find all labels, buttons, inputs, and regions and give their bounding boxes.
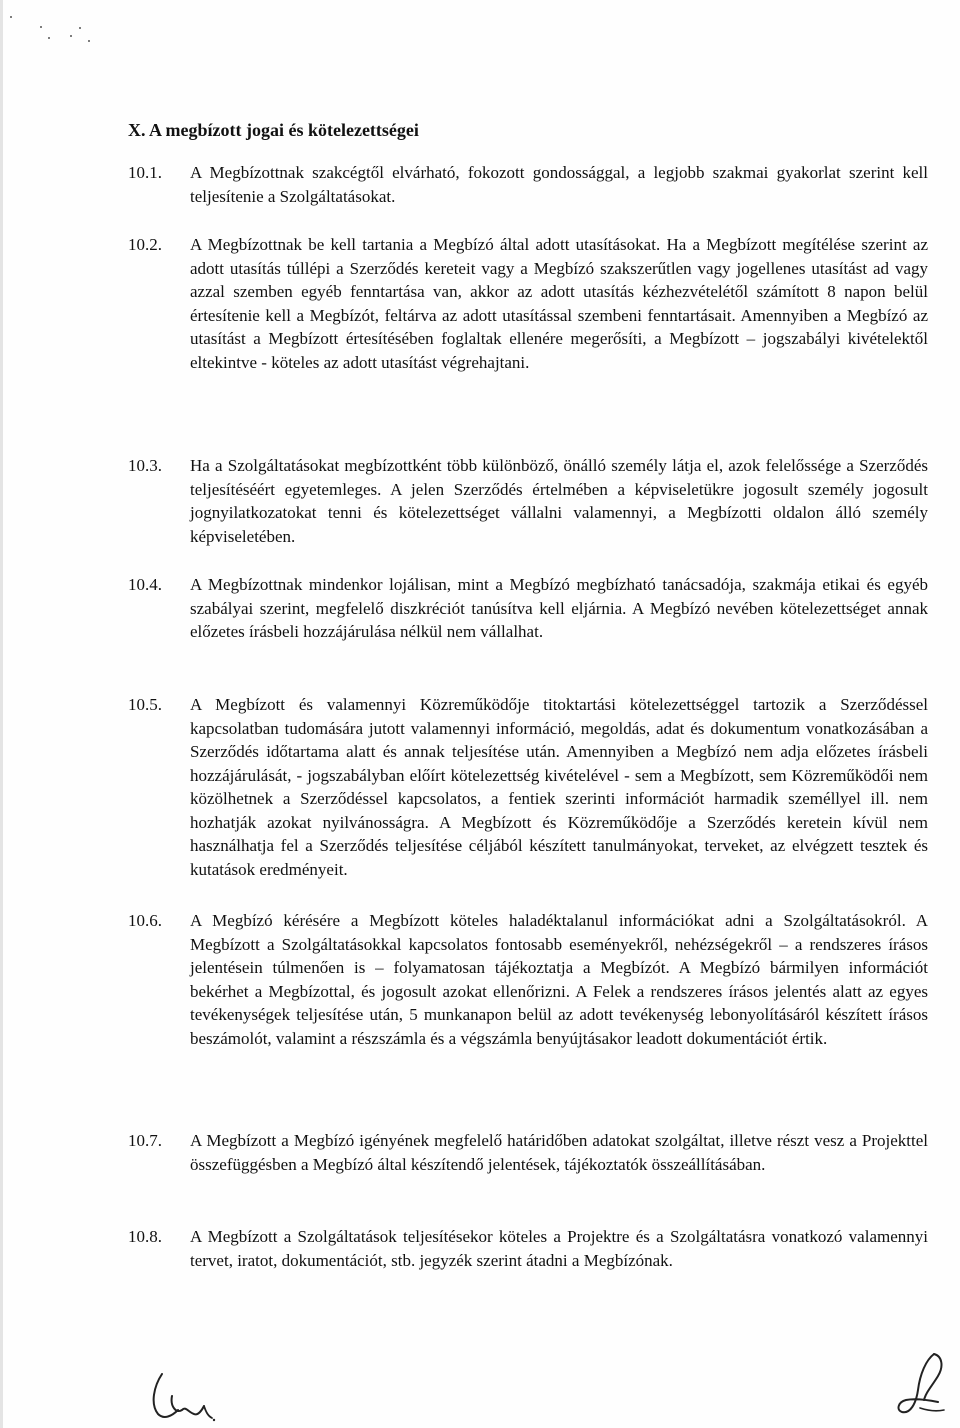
clause-text: Ha a Szolgáltatásokat megbízottként több különböző, önálló személy látja el, azok felelőssége a Szerződés teljesítéséért egyetemleges. A jelen Szerződés értelmében a képviseletükre jogosult személy jogosult jognyilatkozatokat tenni és kötelezettséget vállalni valamennyi, a Megbízotti oldalon álló személy képviseletében. <box>190 456 928 546</box>
clause-text: A Megbízottnak be kell tartania a Megbízó által adott utasításokat. Ha a Megbízott megítélése szerint az adott utasítás túllépi a Szerződés kereteit vagy a Megbízó szakszerűtlen vagy jogellenes utasítást ad vagy azzal szemben egyéb fenntartása van, akkor az adott utasítás kézhezvételétől számított 8 napon belül értesítenie kell a Megbízót, feltárva az adott utasítással szembeni fenntartásait. Amennyiben a Megbízó az utasítást a Megbízott értesítésében foglaltak ellenére megerősíti, a Megbízott – jogszabályi kivételektől eltekintve - köteles az adott utasítást végrehajtani. <box>190 235 928 372</box>
clause-number: 10.4. <box>128 575 162 594</box>
clause-number: 10.3. <box>128 456 162 475</box>
clause-number: 10.6. <box>128 911 162 930</box>
clause-number: 10.5. <box>128 695 162 714</box>
scan-speck <box>40 26 42 28</box>
section-heading: X. A megbízott jogai és kötelezettségei <box>128 120 419 140</box>
clause-number: 10.7. <box>128 1131 162 1150</box>
clause-number: 10.1. <box>128 163 162 182</box>
clause-text: A Megbízottnak mindenkor lojálisan, mint a Megbízó megbízható tanácsadója, szakmája etikai és egyéb szabályai szerint, megfelelő diszkréciót tanúsítva kell eljárnia. A Megbízó nevében kötelezettséget annak előzetes írásbeli hozzájárulása nélkül nem vállalhat. <box>190 575 928 641</box>
scan-speck <box>70 35 72 37</box>
scan-speck <box>10 16 12 18</box>
scan-speck <box>79 27 81 29</box>
clause-text: A Megbízott a Megbízó igényének megfelelő határidőben adatokat szolgáltat, illetve részt vesz a Projekttel összefüggésben a Megbízó által készítendő jelentések, tájékoztatók összeállításában. <box>190 1131 928 1174</box>
clause-number: 10.2. <box>128 235 162 254</box>
handwritten-initials-left <box>148 1366 218 1422</box>
clause-number: 10.8. <box>128 1227 162 1246</box>
scan-speck <box>88 40 90 42</box>
clause-text: A Megbízó kérésére a Megbízott köteles haladéktalanul információkat adni a Szolgáltatásokról. A Megbízott a Szolgáltatásokkal kapcsolatos fontosabb eseményekről, nehézségekről – a rendszeres írásos jelentésein túlmenően is – folyamatosan tájékoztatja a Megbízót. A Megbízó bármilyen információt bekérhet a Megbízottal, és jogosult azokat ellenőrizni. A Felek a rendszeres írásos jelentés alatt az egyes tevékenységek teljesítése után, 5 munkanapon belül az adott tevékenység lebonyolításáról készített írásos beszámolót, valamint a részszámla és a végszámla benyújtásakor leadott dokumentációt értik. <box>190 911 928 1048</box>
scan-speck <box>48 37 50 39</box>
clause-text: A Megbízottnak szakcégtől elvárható, fokozott gondossággal, a legjobb szakmai gyakorlat szerint kell teljesítenie a Szolgáltatásokat. <box>190 163 928 206</box>
handwritten-initials-right <box>890 1350 954 1420</box>
scan-edge <box>0 0 3 1428</box>
clause-text: A Megbízott és valamennyi Közreműködője titoktartási kötelezettséggel tartozik a Szerződéssel kapcsolatban tudomására jutott valamennyi információ, megoldás, adat és dokumentum vonatkozásában a Szerződés időtartama alatt és annak teljesítése után. Amennyiben a Megbízó nem adja előzetes írásbeli hozzájárulását, - jogszabályban előírt kötelezettség kivételével - sem a Megbízott, sem Közreműködői nem közölhetnek a Szerződéssel kapcsolatos, a fentiek szerinti információt harmadik személlyel ill. nem hozhatják azokat nyilvánosságra. A Megbízott és Közreműködője a Szerződés keretein kívül nem használhatja fel a Szerződés teljesítése céljából készített tanulmányokat, terveket, az elvégzett tesztek és kutatások eredményeit. <box>190 695 928 879</box>
clause-text: A Megbízott a Szolgáltatások teljesítésekor köteles a Projektre és a Szolgáltatásra vonatkozó valamennyi tervet, iratot, dokumentációt, stb. jegyzék szerint átadni a Megbízónak. <box>190 1227 928 1270</box>
